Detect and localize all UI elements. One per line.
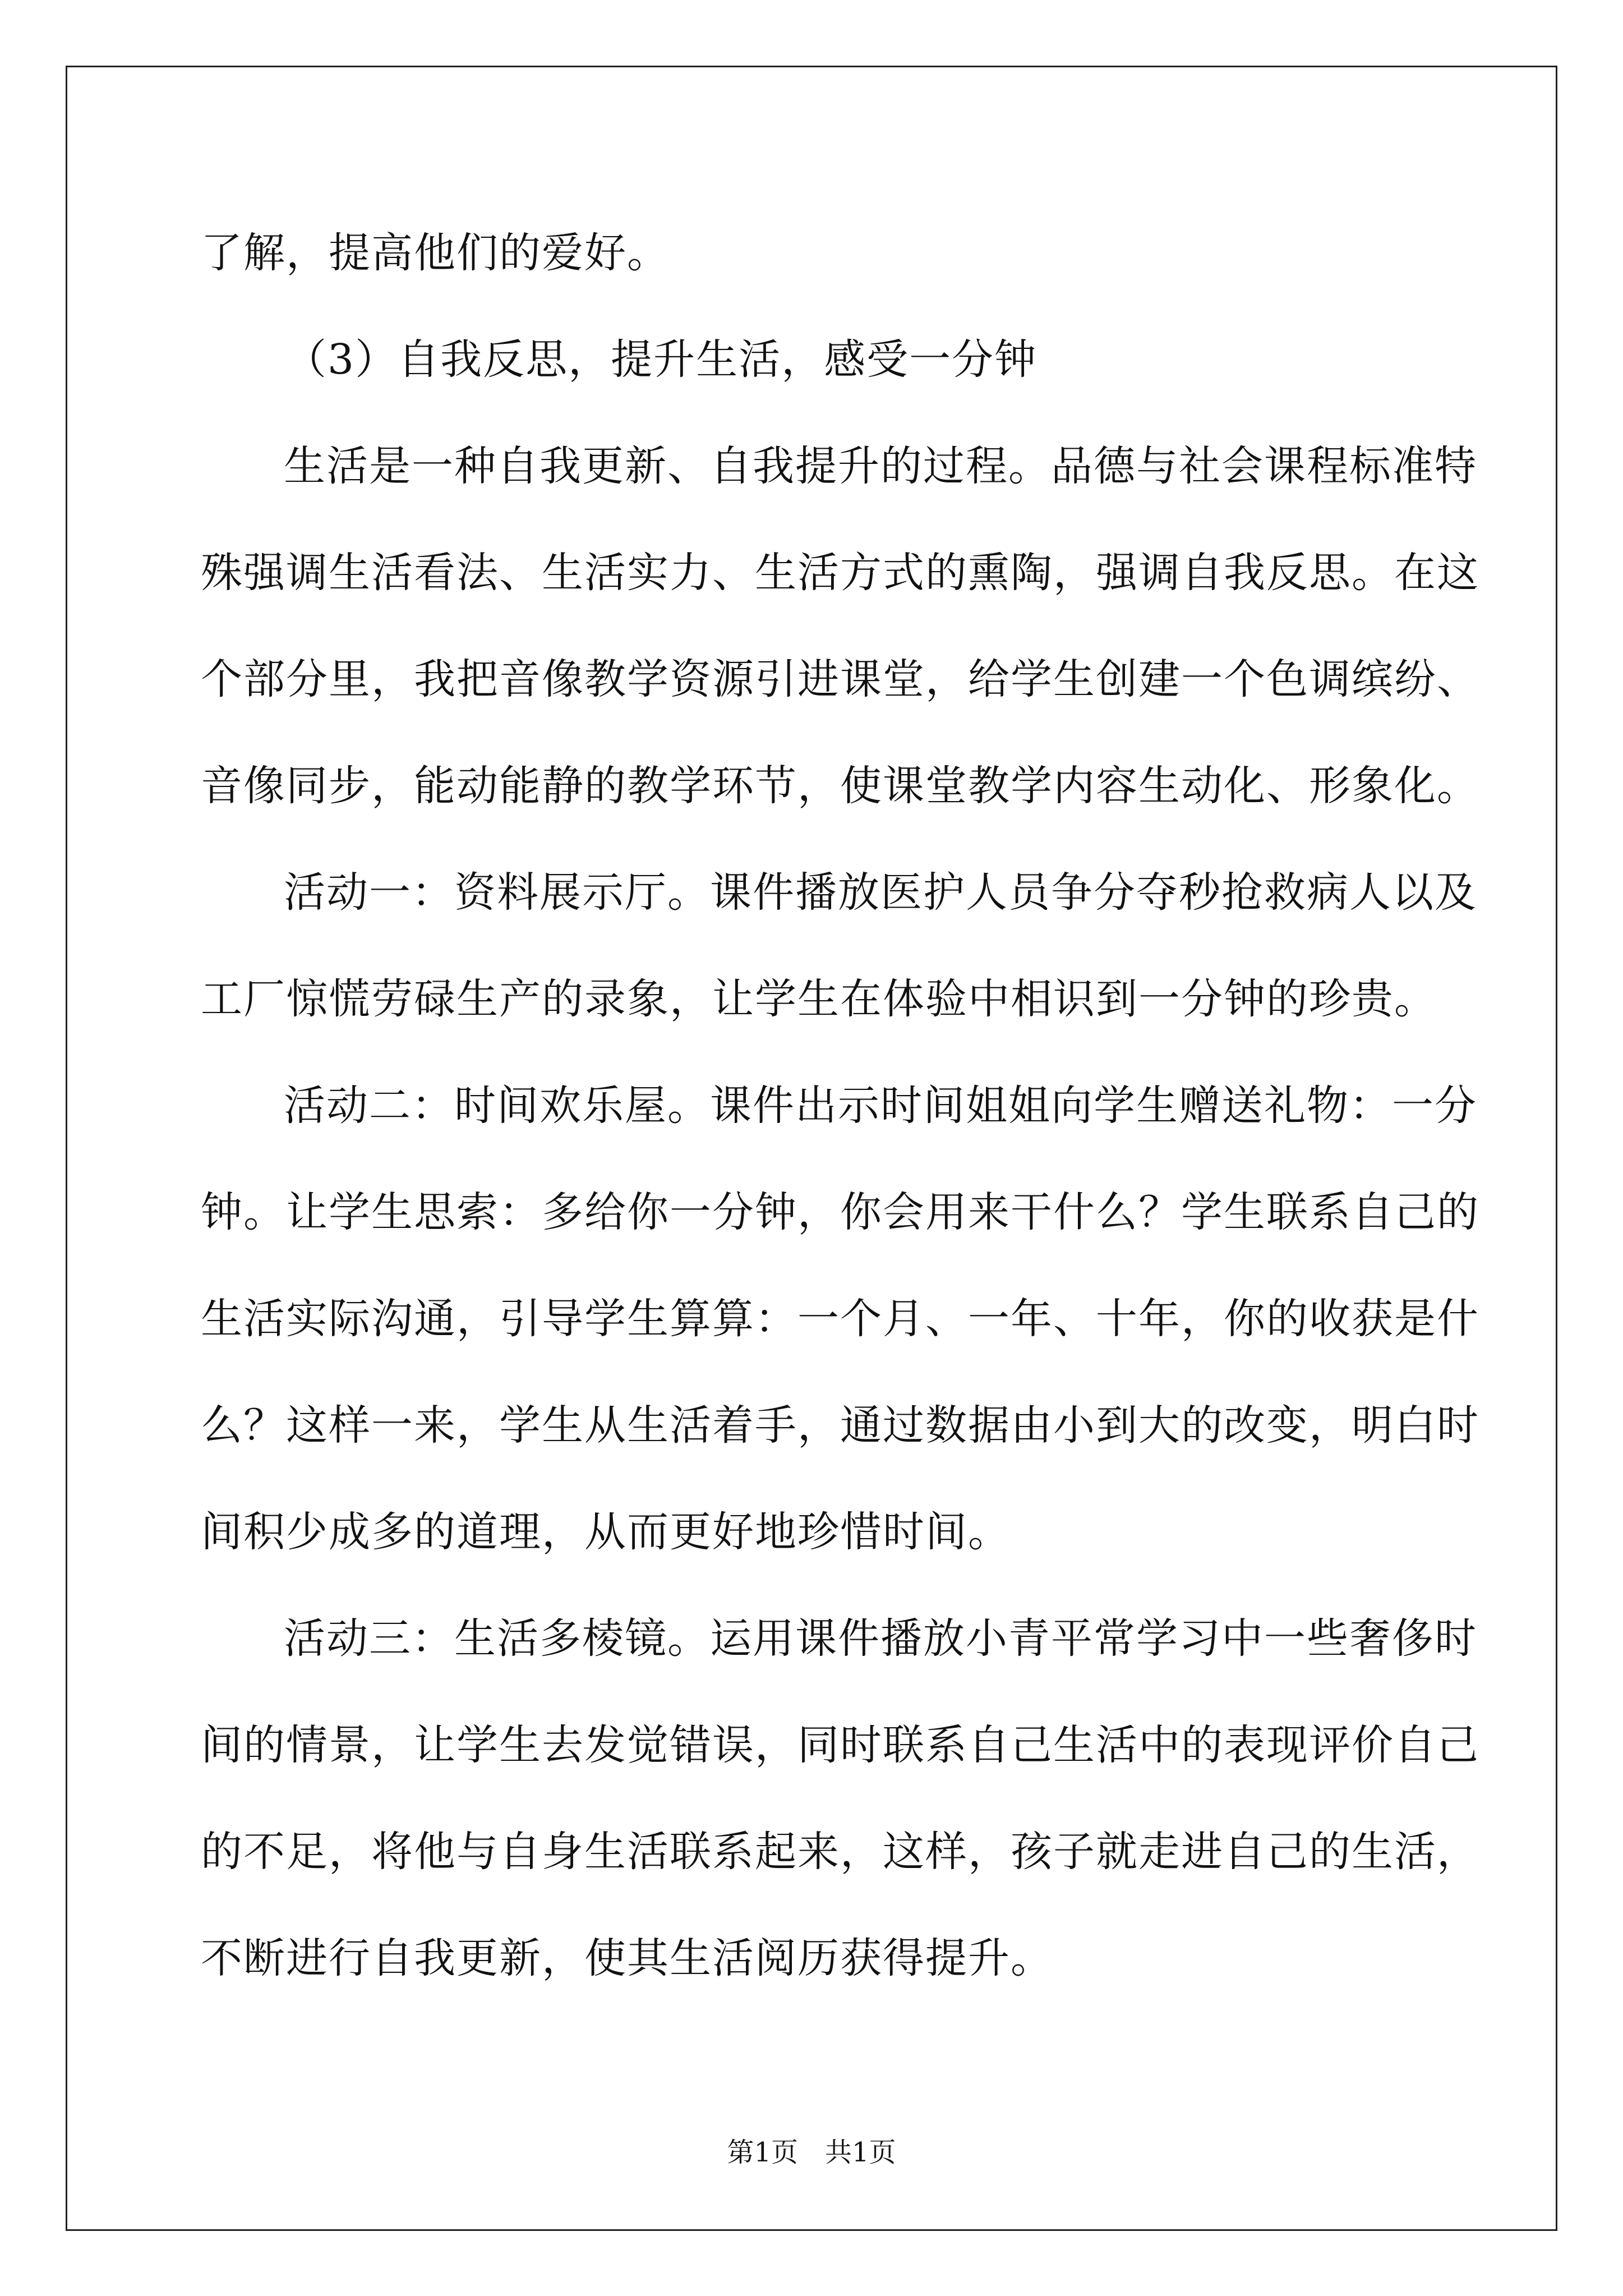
page-number: 第1页 共1页	[727, 2137, 896, 2168]
text-line: 活动三：生活多棱镜。运用课件播放小青平常学习中一些奢侈时	[284, 1614, 1477, 1663]
text-line: 音像同步，能动能静的教学环节，使课堂教学内容生动化、形象化。	[201, 762, 1479, 810]
section-heading: （3）自我反思，提升生活，感受一分钟	[285, 335, 1038, 384]
text-line: 生活实际沟通，引导学生算算：一个月、一年、十年，你的收获是什	[201, 1295, 1479, 1343]
text-line: 个部分里，我把音像教学资源引进课堂，给学生创建一个色调缤纷、	[201, 655, 1479, 703]
text-line: 不断进行自我更新，使其生活阅历获得提升。	[201, 1934, 1053, 1982]
text-line: 生活是一种自我更新、自我提升的过程。品德与社会课程标准特	[284, 442, 1477, 490]
text-line: 钟。让学生思索：多给你一分钟，你会用来干什么？学生联系自己的	[201, 1188, 1479, 1236]
text-line: 活动二：时间欢乐屋。课件出示时间姐姐向学生赠送礼物：一分	[284, 1082, 1477, 1130]
text-line: 活动一：资料展示厅。课件播放医护人员争分夺秒抢救病人以及	[284, 868, 1477, 917]
text-line: 间积少成多的道理，从而更好地珍惜时间。	[201, 1508, 1011, 1556]
text-line: 殊强调生活看法、生活实力、生活方式的熏陶，强调自我反思。在这	[201, 549, 1479, 597]
text-line: 么？这样一来，学生从生活着手，通过数据由小到大的改变，明白时	[201, 1401, 1479, 1450]
text-line: 间的情景，让学生去发觉错误，同时联系自己生活中的表现评价自己	[201, 1721, 1479, 1769]
text-line: 的不足，将他与自身生活联系起来，这样，孩子就走进自己的生活，	[201, 1828, 1479, 1876]
text-line: 工厂惊慌劳碌生产的录象，让学生在体验中相识到一分钟的珍贵。	[201, 975, 1437, 1023]
document-body	[201, 200, 1479, 2012]
text-line: 了解，提高他们的爱好。	[201, 229, 670, 277]
